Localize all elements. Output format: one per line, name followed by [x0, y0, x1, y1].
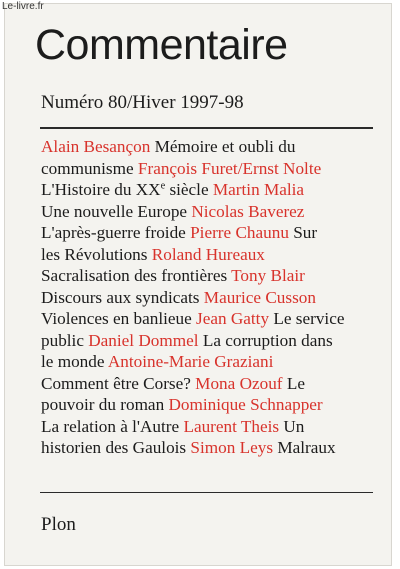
- author-name: Jean Gatty: [196, 309, 270, 328]
- article-title: Malraux: [273, 438, 336, 457]
- article-title: les Révolutions: [41, 244, 152, 264]
- magazine-cover: [4, 3, 392, 566]
- toc-line: [41, 201, 386, 223]
- article-title: public: [41, 330, 89, 350]
- article-title: Mémoire et oubli du: [150, 137, 296, 156]
- toc-line: [41, 437, 386, 459]
- journal-title: Commentaire: [35, 21, 288, 69]
- toc-line: [41, 373, 386, 395]
- article-title: Violences en banlieue: [41, 309, 197, 328]
- author-name: Pierre Chaunu: [190, 223, 289, 242]
- issue-number: Numéro 80/Hiver 1997-98: [41, 92, 244, 113]
- article-title: Comment être Corse?: [41, 373, 196, 393]
- author-name: Alain Besançon: [41, 137, 151, 156]
- table-of-contents: [41, 136, 386, 459]
- toc-line: [41, 244, 386, 266]
- article-title: L'après-guerre froide: [41, 223, 191, 242]
- toc-line: [41, 308, 386, 330]
- author-name: Nicolas Baverez: [191, 201, 305, 221]
- toc-line: [41, 287, 386, 309]
- article-title: Sacralisation des frontières: [41, 266, 232, 285]
- toc-line: [41, 158, 386, 180]
- article-title: pouvoir du roman: [41, 395, 169, 414]
- article-title: Sur: [288, 223, 318, 242]
- top-divider: [40, 127, 373, 129]
- article-title: La corruption dans: [198, 330, 333, 350]
- toc-line: [41, 330, 386, 352]
- article-title: historien des Gaulois: [41, 438, 191, 457]
- article-title: Discours aux syndicats: [41, 287, 204, 307]
- author-name: Tony Blair: [231, 266, 305, 285]
- author-name: Dominique Schnapper: [168, 395, 323, 414]
- author-name: Martin Malia: [212, 180, 305, 199]
- author-name: Laurent Theis: [183, 416, 280, 436]
- toc-line: [41, 416, 386, 438]
- author-name: Roland Hureaux: [151, 244, 265, 264]
- toc-line: [41, 179, 386, 201]
- article-title: communisme: [41, 158, 138, 178]
- article-title: Une nouvelle Europe: [41, 201, 192, 221]
- bottom-divider: [40, 492, 373, 493]
- author-name: Simon Leys: [190, 438, 274, 457]
- watermark-text: Le-livre.fr: [2, 1, 44, 12]
- article-title: siècle: [165, 180, 213, 199]
- author-name: François Furet/Ernst Nolte: [137, 158, 322, 178]
- toc-line: [41, 394, 386, 416]
- publisher-name: Plon: [41, 514, 76, 535]
- article-title: La relation à l'Autre: [41, 416, 184, 436]
- article-title: Le service: [269, 309, 345, 328]
- author-name: Daniel Dommel: [88, 330, 199, 350]
- article-title: Un: [279, 416, 305, 436]
- toc-line: [41, 265, 386, 287]
- toc-line: [41, 222, 386, 244]
- article-title: Le: [282, 373, 305, 393]
- toc-line: [41, 136, 386, 158]
- article-title: le monde: [41, 352, 108, 371]
- article-title: L'Histoire du XX: [41, 180, 161, 199]
- toc-line: [41, 351, 386, 373]
- author-name: Maurice Cusson: [203, 287, 316, 307]
- superscript: e: [160, 180, 166, 192]
- author-name: Mona Ozouf: [195, 373, 283, 393]
- author-name: Antoine-Marie Graziani: [107, 352, 274, 371]
